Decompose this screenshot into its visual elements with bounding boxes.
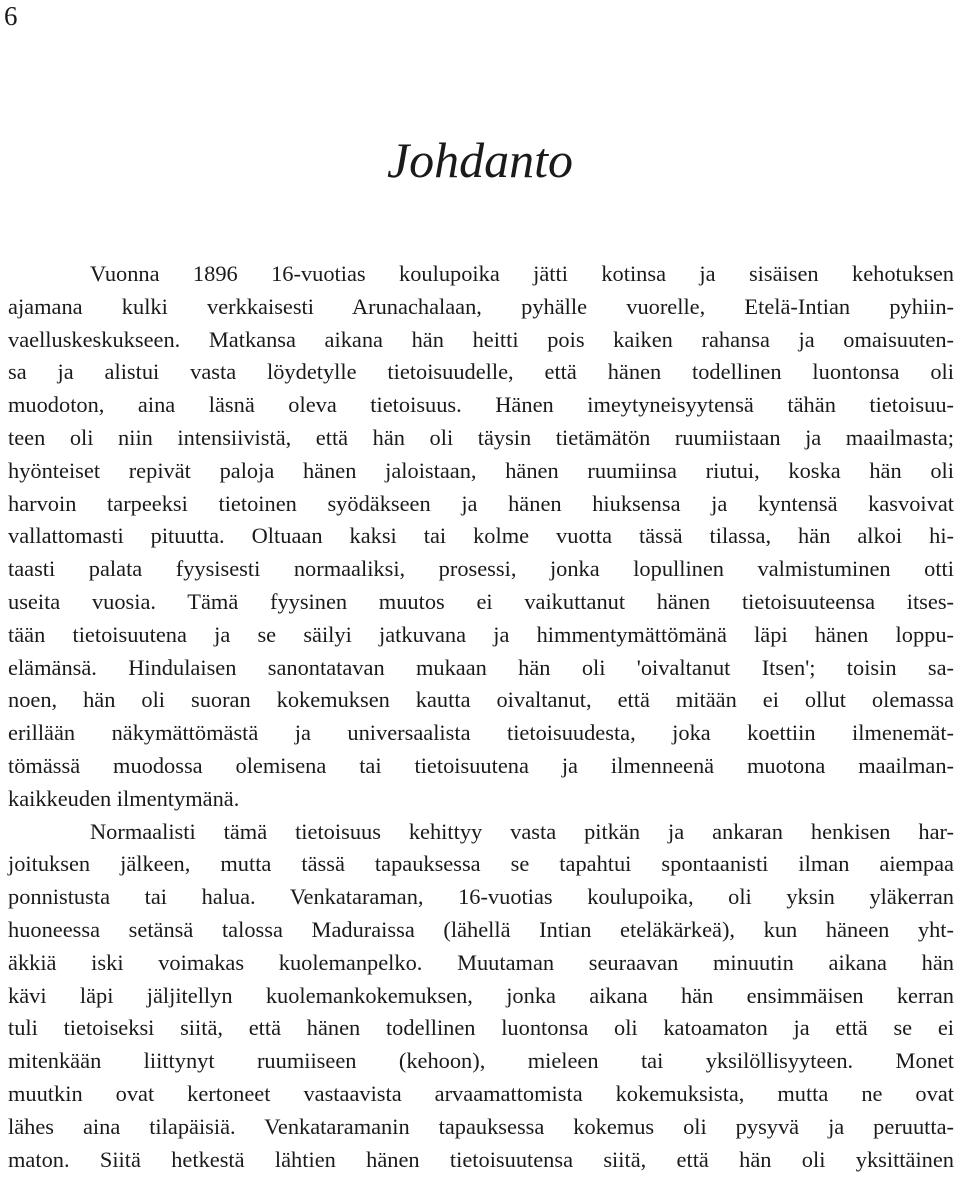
text-line: muodoton, aina läsnä oleva tietoisuus. Hänen imeytyneisyytensä tähän tietoisuu- bbox=[8, 392, 954, 418]
paragraph-1 bbox=[8, 258, 954, 816]
text-line: lähes aina tilapäisiä. Venkataramanin tapauksessa kokemus oli pysyvä ja peruutta- bbox=[8, 1113, 954, 1139]
text-line: vallattomasti pituutta. Oltuaan kaksi tai kolme vuotta tässä tilassa, hän alkoi hi- bbox=[8, 523, 954, 549]
chapter-title: Johdanto bbox=[386, 132, 574, 188]
text-line: tömässä muodossa olemisena tai tietoisuutena ja ilmenneenä muotona maailman- bbox=[8, 752, 954, 778]
text-line: Vuonna 1896 16-vuotias koulupoika jätti kotinsa ja sisäisen kehotuksen bbox=[90, 261, 954, 286]
text-line: sa ja alistui vasta löydetylle tietoisuudelle, että hänen todellinen luontonsa oli bbox=[8, 359, 954, 385]
text-line: kaikkeuden ilmentymänä. bbox=[8, 785, 240, 811]
text-line: teen oli niin intensiivistä, että hän oli täysin tietämätön ruumiistaan ja maailmasta; bbox=[8, 424, 954, 450]
text-line: muutkin ovat kertoneet vastaavista arvaamattomista kokemuksista, mutta ne ovat bbox=[8, 1080, 954, 1106]
text-line: mitenkään liittynyt ruumiiseen (kehoon), mieleen tai yksilöllisyyteen. Monet bbox=[8, 1048, 954, 1074]
text-line: huoneessa setänsä talossa Maduraissa (lähellä Intian eteläkärkeä), kun häneen yht- bbox=[8, 916, 954, 942]
body-text bbox=[8, 258, 954, 1176]
text-line: tuli tietoiseksi siitä, että hänen todellinen luontonsa oli katoamaton ja että se ei bbox=[8, 1015, 954, 1041]
text-line: erillään näkymättömästä ja universaalista tietoisuudesta, joka koettiin ilmenemät- bbox=[8, 720, 954, 746]
text-line: kävi läpi jäljitellyn kuolemankokemuksen, jonka aikana hän ensimmäisen kerran bbox=[8, 982, 954, 1008]
text-line: ajamana kulki verkkaisesti Arunachalaan, pyhälle vuorelle, Etelä-Intian pyhiin- bbox=[8, 293, 954, 319]
text-line: tään tietoisuutena ja se säilyi jatkuvana ja himmentymättömänä läpi hänen loppu- bbox=[8, 621, 954, 647]
text-line: taasti palata fyysisesti normaaliksi, prosessi, jonka lopullinen valmistuminen otti bbox=[8, 556, 954, 582]
text-line: hyönteiset repivät paloja hänen jaloistaan, hänen ruumiinsa riutui, koska hän oli bbox=[8, 457, 954, 483]
text-line: äkkiä iski voimakas kuolemanpelko. Muutaman seuraavan minuutin aikana hän bbox=[8, 949, 954, 975]
text-line: useita vuosia. Tämä fyysinen muutos ei vaikuttanut hänen tietoisuuteensa itses- bbox=[8, 588, 954, 614]
paragraph-2 bbox=[8, 816, 954, 1177]
text-line: ponnistusta tai halua. Venkataraman, 16-vuotias koulupoika, oli yksin yläkerran bbox=[8, 884, 954, 910]
text-line: vaelluskeskukseen. Matkansa aikana hän heitti pois kaiken rahansa ja omaisuuten- bbox=[8, 326, 954, 352]
text-line: elämänsä. Hindulaisen sanontatavan mukaan hän oli 'oivaltanut Itsen'; toisin sa- bbox=[8, 654, 954, 680]
text-line: Normaalisti tämä tietoisuus kehittyy vasta pitkän ja ankaran henkisen har- bbox=[90, 818, 954, 844]
page-number: 6 bbox=[4, 1, 18, 31]
text-line: noen, hän oli suoran kokemuksen kautta oivaltanut, että mitään ei ollut olemassa bbox=[8, 687, 954, 713]
text-line: joituksen jälkeen, mutta tässä tapauksessa se tapahtui spontaanisti ilman aiempaa bbox=[8, 851, 954, 877]
text-line: harvoin tarpeeksi tietoinen syödäkseen ja hänen hiuksensa ja kyntensä kasvoivat bbox=[8, 490, 954, 516]
text-line: maton. Siitä hetkestä lähtien hänen tietoisuutensa siitä, että hän oli yksittäinen bbox=[8, 1146, 954, 1172]
